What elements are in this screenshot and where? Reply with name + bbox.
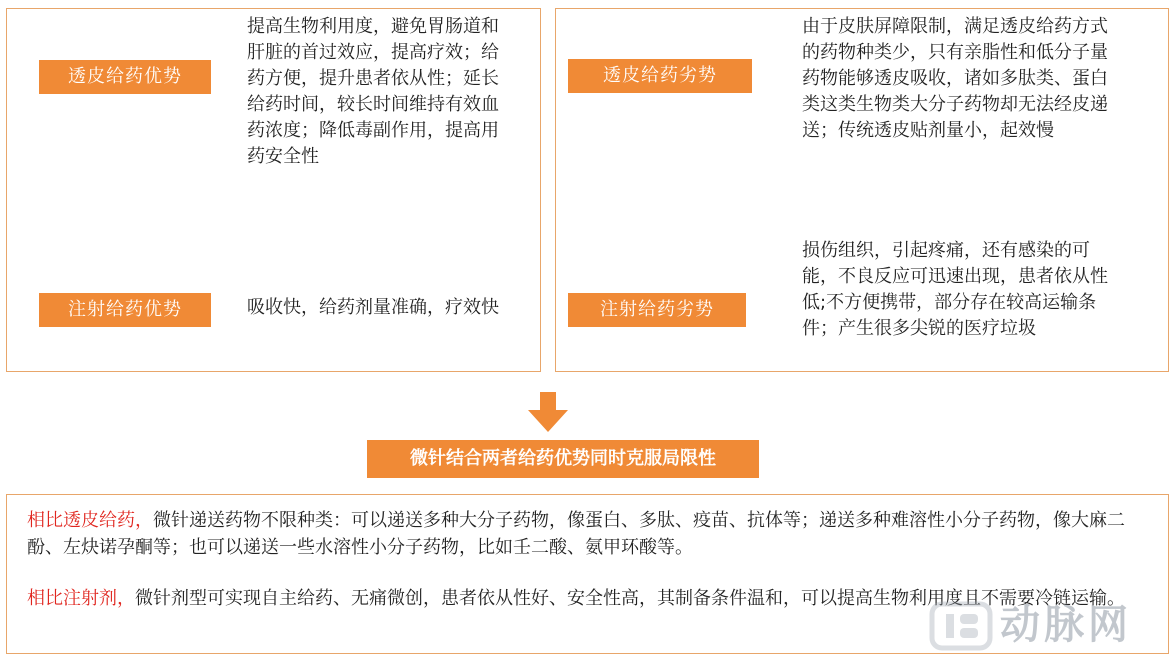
down-arrow-icon bbox=[528, 392, 568, 432]
transdermal-disadvantage-text: 由于皮肤屏障限制，满足透皮给药方式的药物种类少，只有亲脂性和低分子量药物能够透皮吸收，诸如多肽类、蛋白类这类生物类大分子药物却无法经皮递送；传统透皮贴剂量小，起效慢 bbox=[802, 16, 1108, 141]
advantages-panel bbox=[6, 8, 541, 372]
transdermal-advantage-label: 透皮给药优势 bbox=[39, 60, 211, 94]
injection-disadvantage-text: 损伤组织，引起疼痛，还有感染的可能，不良反应可迅速出现，患者依从性低;不方便携带，部分存在较高运输条件；产生很多尖锐的医疗垃圾 bbox=[802, 240, 1108, 339]
conclusion-banner: 微针结合两者给药优势同时克服局限性 bbox=[367, 440, 759, 478]
comparison-injection-lead: 相比注射剂， bbox=[27, 588, 135, 609]
injection-advantage-label: 注射给药优势 bbox=[39, 293, 211, 327]
disadvantages-panel bbox=[555, 8, 1169, 372]
comparison-transdermal-paragraph bbox=[27, 507, 1147, 561]
transdermal-advantage-text: 提高生物利用度，避免胃肠道和肝脏的首过效应，提高疗效；给药方便，提升患者依从性；延长给药时间，较长时间维持有效血药浓度；降低毒副作用，提高用药安全性 bbox=[247, 16, 499, 167]
injection-advantage-text: 吸收快，给药剂量准确，疗效快 bbox=[247, 297, 499, 318]
injection-disadvantage-label: 注射给药劣势 bbox=[568, 293, 746, 327]
transdermal-disadvantage-label: 透皮给药劣势 bbox=[568, 59, 752, 93]
comparison-transdermal-lead: 相比透皮给药， bbox=[27, 510, 153, 531]
comparison-transdermal-text: 微针递送药物不限种类：可以递送多种大分子药物，像蛋白、多肽、疫苗、抗体等；递送多种难溶性小分子药物，像大麻二酚、左炔诺孕酮等；也可以递送一些水溶性小分子药物，比如壬二酸、氨甲环酸等。 bbox=[27, 510, 1125, 558]
comparison-injection-text: 微针剂型可实现自主给药、无痛微创，患者依从性好、安全性高，其制备条件温和，可以提高生物利用度且不需要冷链运输。 bbox=[135, 588, 1125, 609]
watermark-text: 动脉网 bbox=[1000, 602, 1132, 648]
